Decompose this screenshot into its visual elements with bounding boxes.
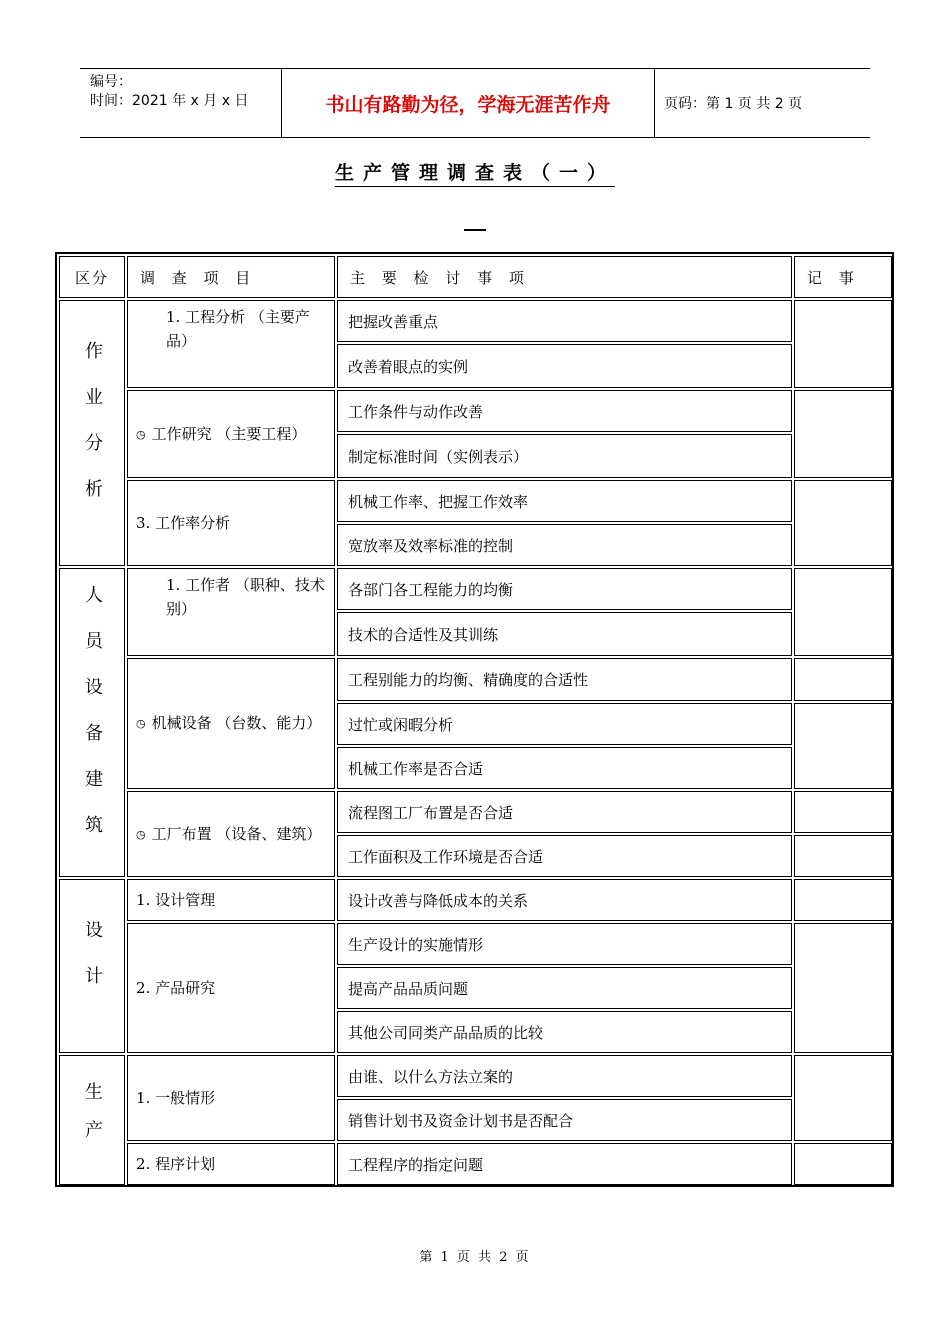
page-footer: 第 1 页 共 2 页 [419,1250,531,1265]
note-cell [794,923,892,1053]
survey-item: 1. 一般情形 [127,1055,335,1141]
survey-item: 2. 产品研究 [127,923,335,1053]
survey-item: 3. 工作率分析 [127,480,335,566]
note-cell [794,480,892,566]
survey-item [127,791,335,877]
survey-item: 1. 工程分析 （主要产品） [127,300,335,388]
check-item: 宽放率及效率标准的控制 [337,524,792,566]
note-cell [794,1143,892,1185]
note-cell [794,658,892,701]
survey-item: 1. 工作者 （职种、技术别） [127,568,335,656]
survey-item-label: 工厂布置 （设备、建筑） [151,824,322,843]
survey-item [127,390,335,478]
survey-item: 1. 设计管理 [127,879,335,921]
note-cell [794,300,892,388]
motto: 书山有路勤为径，学海无涯苦作舟 [281,69,655,137]
category-cell [59,1055,125,1185]
header-category: 区分 [59,256,125,298]
clock-icon: ◷ [136,827,146,841]
note-cell [794,835,892,877]
category-label: 生产 [82,1082,103,1158]
header-note: 记 事 [794,256,892,298]
page-header [80,68,870,138]
check-item: 机械工作率是否合适 [337,747,792,789]
header-meta [90,73,248,111]
note-cell [794,879,892,921]
document-title-wrap [0,158,950,185]
check-item: 过忙或闲暇分析 [337,703,792,745]
clock-icon: ◷ [136,427,146,441]
survey-item: 2. 程序计划 [127,1143,335,1185]
category-label: 设计 [82,920,103,1012]
note-cell [794,703,892,789]
time-label: 时间：2021 年 x 月 x 日 [90,93,249,109]
check-item: 设计改善与降低成本的关系 [337,879,792,921]
check-item: 其他公司同类产品品质的比较 [337,1011,792,1053]
category-cell [59,568,125,877]
category-cell [59,300,125,566]
document-title: 生产管理调查表（一） [335,162,615,187]
note-cell [794,791,892,833]
check-item: 工作面积及工作环境是否合适 [337,835,792,877]
note-cell [794,568,892,656]
check-item: 工程程序的指定问题 [337,1143,792,1185]
survey-item-label: 工作研究 （主要工程） [151,424,307,443]
survey-table [55,252,894,1187]
clock-icon: ◷ [136,717,146,730]
number-label: 编号： [90,74,132,90]
survey-item [127,658,335,789]
check-item: 各部门各工程能力的均衡 [337,568,792,610]
category-cell [59,879,125,1053]
note-cell [794,390,892,478]
check-item: 由谁、以什么方法立案的 [337,1055,792,1097]
page-label: 页码：第 1 页 共 2 页 [664,96,803,112]
title-dash [464,229,486,231]
check-item: 改善着眼点的实例 [337,344,792,388]
check-item: 生产设计的实施情形 [337,923,792,965]
note-cell [794,1055,892,1141]
check-item: 流程图工厂布置是否合适 [337,791,792,833]
check-item: 技术的合适性及其训练 [337,612,792,656]
check-item: 销售计划书及资金计划书是否配合 [337,1099,792,1141]
category-label: 作业分析 [82,341,103,525]
check-item: 工程别能力的均衡、精确度的合适性 [337,658,792,701]
header-check: 主 要 检 讨 事 项 [337,256,792,298]
header-item: 调 查 项 目 [127,256,335,298]
check-item: 提高产品品质问题 [337,967,792,1009]
check-item: 把握改善重点 [337,300,792,342]
survey-item-label: 机械设备 （台数、能力） [151,714,322,732]
check-item: 机械工作率、把握工作效率 [337,480,792,522]
category-label: 人员设备建筑 [82,584,103,861]
check-item: 工作条件与动作改善 [337,390,792,432]
check-item: 制定标准时间（实例表示） [337,434,792,478]
